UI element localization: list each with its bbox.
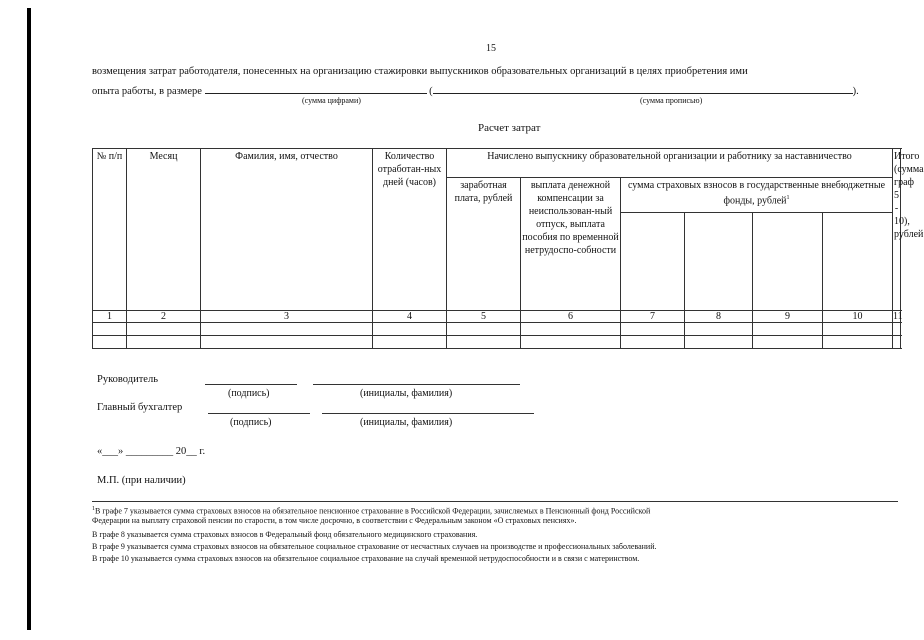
chief-sign-line[interactable] (208, 413, 310, 414)
chief-name-line[interactable] (322, 413, 534, 414)
stamp-label: М.П. (при наличии) (97, 475, 186, 486)
footnote-divider (92, 501, 898, 502)
col-num-5: 5 (447, 311, 521, 323)
footnote-1-cont: Федерации на выплату страховой пенсии по старости, в том числе досрочно, в соответствии с Федеральным законом «О страховых пенсиях». (92, 516, 577, 525)
footnote-2: В графе 8 указывается сумма страховых взносов в Федеральный фонд обязательного медицинского страхования. (92, 530, 478, 539)
caption-words: (сумма прописью) (640, 96, 703, 105)
header-row-1 (93, 149, 901, 178)
chief-name-caption: (инициалы, фамилия) (360, 417, 453, 428)
header-col-7 (621, 213, 685, 311)
header-accrued: Начислено выпускнику образовательной организации и работнику за наставничество (447, 149, 893, 178)
intro-line-2-text: опыта работы, в размере (92, 86, 202, 97)
footnote-mark: 1 (786, 195, 790, 201)
footnote-1-text: В графе 7 указывается сумма страховых взносов на обязательное пенсионное страхование в Российской Федерации, зачисляемых в Пенсионный фонд Российской (95, 506, 651, 516)
amount-words-field[interactable] (433, 82, 853, 94)
intro-line-2 (92, 82, 859, 97)
col-num-8: 8 (685, 311, 753, 323)
col-num-4: 4 (373, 311, 447, 323)
head-name-line[interactable] (313, 384, 520, 385)
header-col-10 (823, 213, 893, 311)
col-num-9: 9 (753, 311, 823, 323)
col-num-3: 3 (201, 311, 373, 323)
header-month: Месяц (127, 149, 201, 311)
col-num-2: 2 (127, 311, 201, 323)
amount-digits-field[interactable] (205, 82, 427, 94)
scan-edge-bar (27, 8, 31, 630)
footnote-1-mark: 1 (92, 506, 95, 512)
intro-line-1: возмещения затрат работодателя, понесенных на организацию стажировки выпускников образовательных организаций в целях приобретения ими (92, 66, 748, 77)
header-insurance (621, 178, 893, 213)
caption-digits: (сумма цифрами) (302, 96, 361, 105)
header-insurance-text: сумма страховых взносов в государственные внебюджетные фонды, рублей (627, 180, 886, 207)
footnote-4: В графе 10 указывается сумма страховых взносов на обязательное социальное страхование на случай временной нетрудоспособности и в связи с материнством. (92, 554, 640, 563)
header-col-9 (753, 213, 823, 311)
head-sign-caption: (подпись) (228, 388, 270, 399)
header-days: Количество отработан-ных дней (часов) (373, 149, 447, 311)
chief-accountant-label: Главный бухгалтер (97, 402, 183, 413)
table-row[interactable] (93, 336, 901, 349)
footnote-3: В графе 9 указывается сумма страховых взносов на обязательное социальное страхование от несчастных случаев на производстве и профессиональных заболеваний. (92, 542, 657, 551)
header-name: Фамилия, имя, отчество (201, 149, 373, 311)
col-num-1: 1 (93, 311, 127, 323)
column-number-row (93, 311, 901, 323)
head-name-caption: (инициалы, фамилия) (360, 388, 453, 399)
head-sign-line[interactable] (205, 384, 297, 385)
chief-sign-caption: (подпись) (230, 417, 272, 428)
header-salary: заработная плата, рублей (447, 178, 521, 311)
page-number: 15 (486, 43, 496, 54)
close-paren: ). (852, 86, 859, 97)
col-num-10: 10 (823, 311, 893, 323)
header-no: № п/п (93, 149, 127, 311)
header-total: Итого (сумма граф 5 - 10), рублей (893, 149, 901, 311)
col-num-6: 6 (521, 311, 621, 323)
header-col-8 (685, 213, 753, 311)
col-num-7: 7 (621, 311, 685, 323)
col-num-11: 11 (893, 311, 903, 322)
page-title: Расчет затрат (478, 122, 541, 134)
table-row[interactable] (93, 323, 901, 336)
open-paren: ( (429, 86, 433, 97)
header-compensation: выплата денежной компенсации за неиспользован-ный отпуск, выплата пособия по временной нетрудоспо-собности (521, 178, 621, 311)
head-label: Руководитель (97, 374, 158, 385)
cost-table (92, 148, 924, 349)
date-line[interactable]: «___» _________ 20__ г. (97, 446, 206, 457)
